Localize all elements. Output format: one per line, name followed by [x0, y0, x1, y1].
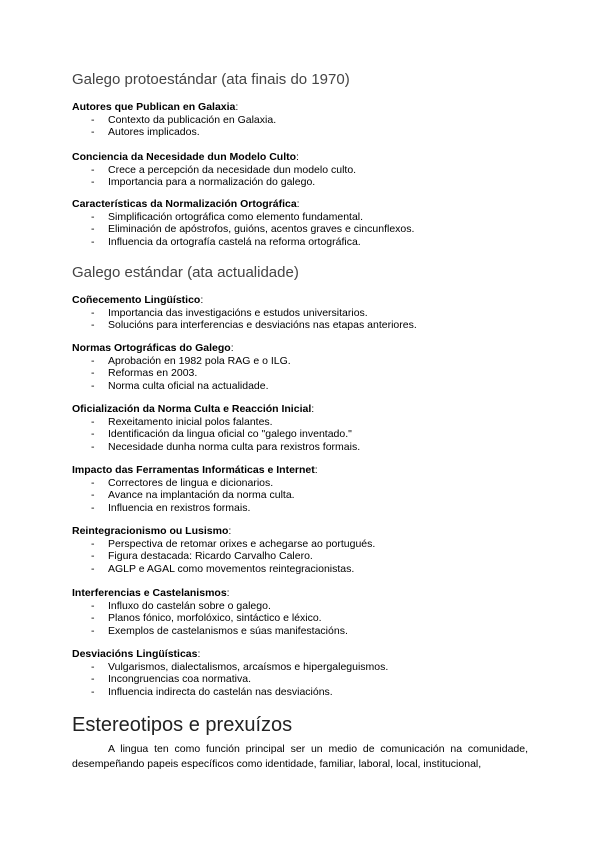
- list-item: - Influxo do castelán sobre o galego.: [91, 599, 271, 612]
- group-title: Conciencia da Necesidade dun Modelo Culto: [72, 151, 297, 163]
- list-item: - Crece a percepción da necesidade dun modelo culto.: [91, 163, 357, 176]
- group-title: Oficialización da Norma Culta e Reacción Inicial: [72, 403, 312, 415]
- group-ferramentas-informaticas: Impacto das Ferramentas Informáticas e Internet: - Correctores de lingua e dicionarios. - Avance na implantación da norma culta. - Influencia en rexistros formais.: [72, 464, 532, 514]
- group-conciencia-modelo-culto: Conciencia da Necesidade dun Modelo Culto: - Crece a percepción da necesidade dun modelo culto. - Importancia para a normalización do galego.: [72, 151, 532, 189]
- group-desviacions: Desviacións Lingüísticas: - Vulgarismos, dialectalismos, arcaísmos e hipergaleguismos. - Incongruencias coa normativa. - Influencia indirecta do castelán nas desviacións.: [72, 648, 532, 698]
- group-title: Características da Normalización Ortográfica: [72, 198, 297, 210]
- group-title: Impacto das Ferramentas Informáticas e Internet: [72, 464, 315, 476]
- group-title: Reintegracionismo ou Lusismo: [72, 525, 229, 537]
- list-item: - Avance na implantación da norma culta.: [91, 489, 295, 501]
- section-heading-protoestandar: Galego protoestándar (ata finais do 1970): [72, 71, 350, 88]
- list-item: - Necesidade dunha norma culta para rexistros formais.: [91, 440, 361, 453]
- list-item: - Planos fónico, morfolóxico, sintáctico e léxico.: [91, 612, 322, 624]
- group-oficializacion-norma: Oficialización da Norma Culta e Reacción Inicial: - Rexeitamento inicial polos falantes. - Identificación da lingua oficial co "galego inventado." - Necesidade dunha norma culta para rexistros formais.: [72, 403, 532, 453]
- group-caracteristicas-ortografica: Características da Normalización Ortográfica: - Simplificación ortográfica como elemento fundamental. - Eliminación de apóstrofos, guións, acentos graves e cincunflexos. - Influencia da ortografía castelá na reforma ortográfica.: [72, 198, 532, 248]
- list-item: - Simplificación ortográfica como elemento fundamental.: [91, 210, 364, 223]
- list-item: - Perspectiva de retomar orixes e achegarse ao portugués.: [91, 537, 376, 550]
- group-conecemento-linguistico: Coñecemento Lingüístico: - Importancia das investigacións e estudos universitarios. - Solucións para interferencias e desviacións nas etapas anteriores.: [72, 294, 532, 332]
- list-item: - Norma culta oficial na actualidade.: [91, 379, 269, 392]
- list-item: - Reformas en 2003.: [91, 367, 198, 379]
- list-item: - Influencia da ortografía castelá na reforma ortográfica.: [91, 235, 361, 248]
- group-reintegracionismo: Reintegracionismo ou Lusismo: - Perspectiva de retomar orixes e achegarse ao portugués. - Figura destacada: Ricardo Carvalho Calero. - AGLP e AGAL como movementos reintegracionistas.: [72, 525, 532, 575]
- list-item: - Influencia indirecta do castelán nas desviacións.: [91, 685, 333, 698]
- group-title: Coñecemento Lingüístico: [72, 294, 201, 306]
- list-item: - Exemplos de castelanismos e súas manifestacións.: [91, 624, 348, 637]
- list-item: - AGLP e AGAL como movementos reintegracionistas.: [91, 562, 355, 575]
- list-item: - Solucións para interferencias e desviacións nas etapas anteriores.: [91, 319, 417, 331]
- group-title: Interferencias e Castelanismos: [72, 587, 227, 599]
- list-item: - Aprobación en 1982 pola RAG e o ILG.: [91, 354, 291, 367]
- list-item: - Contexto da publicación en Galaxia.: [91, 113, 277, 126]
- list-item: - Rexeitamento inicial polos falantes.: [91, 415, 273, 428]
- group-interferencias: Interferencias e Castelanismos: - Influxo do castelán sobre o galego. - Planos fónico, morfolóxico, sintáctico e léxico. - Exemplos de castelanismos e súas manifestacións.: [72, 587, 532, 637]
- group-title: Normas Ortográficas do Galego: [72, 342, 231, 354]
- group-title: Autores que Publican en Galaxia: [72, 101, 236, 113]
- list-item: - Vulgarismos, dialectalismos, arcaísmos e hipergaleguismos.: [91, 660, 389, 673]
- list-item: - Importancia das investigacións e estudos universitarios.: [91, 306, 368, 319]
- list-item: - Incongruencias coa normativa.: [91, 673, 251, 685]
- list-item: - Eliminación de apóstrofos, guións, acentos graves e cincunflexos.: [91, 223, 415, 235]
- list-item: - Importancia para a normalización do galego.: [91, 176, 316, 188]
- list-item: - Autores implicados.: [91, 126, 200, 138]
- group-autores-galaxia: Autores que Publican en Galaxia: - Contexto da publicación en Galaxia. - Autores implicados.: [72, 101, 532, 139]
- group-title: Desviacións Lingüísticas: [72, 648, 198, 660]
- group-normas-ortograficas: Normas Ortográficas do Galego: - Aprobación en 1982 pola RAG e o ILG. - Reformas en 2003. - Norma culta oficial na actualidade.: [72, 342, 532, 392]
- list-item: - Figura destacada: Ricardo Carvalho Calero.: [91, 550, 313, 562]
- list-item: - Influencia en rexistros formais.: [91, 501, 251, 514]
- list-item: - Identificación da lingua oficial co "galego inventado.": [91, 428, 352, 440]
- section-heading-estereotipos: Estereotipos e prexuízos: [72, 714, 293, 736]
- body-paragraph: A lingua ten como función principal ser un medio de comunicación na comunidade, desempeñando papeis específicos como identidade, familiar, laboral, local, institucional,: [72, 743, 528, 770]
- section-heading-estandar: Galego estándar (ata actualidade): [72, 264, 299, 281]
- list-item: - Correctores de lingua e dicionarios.: [91, 476, 274, 489]
